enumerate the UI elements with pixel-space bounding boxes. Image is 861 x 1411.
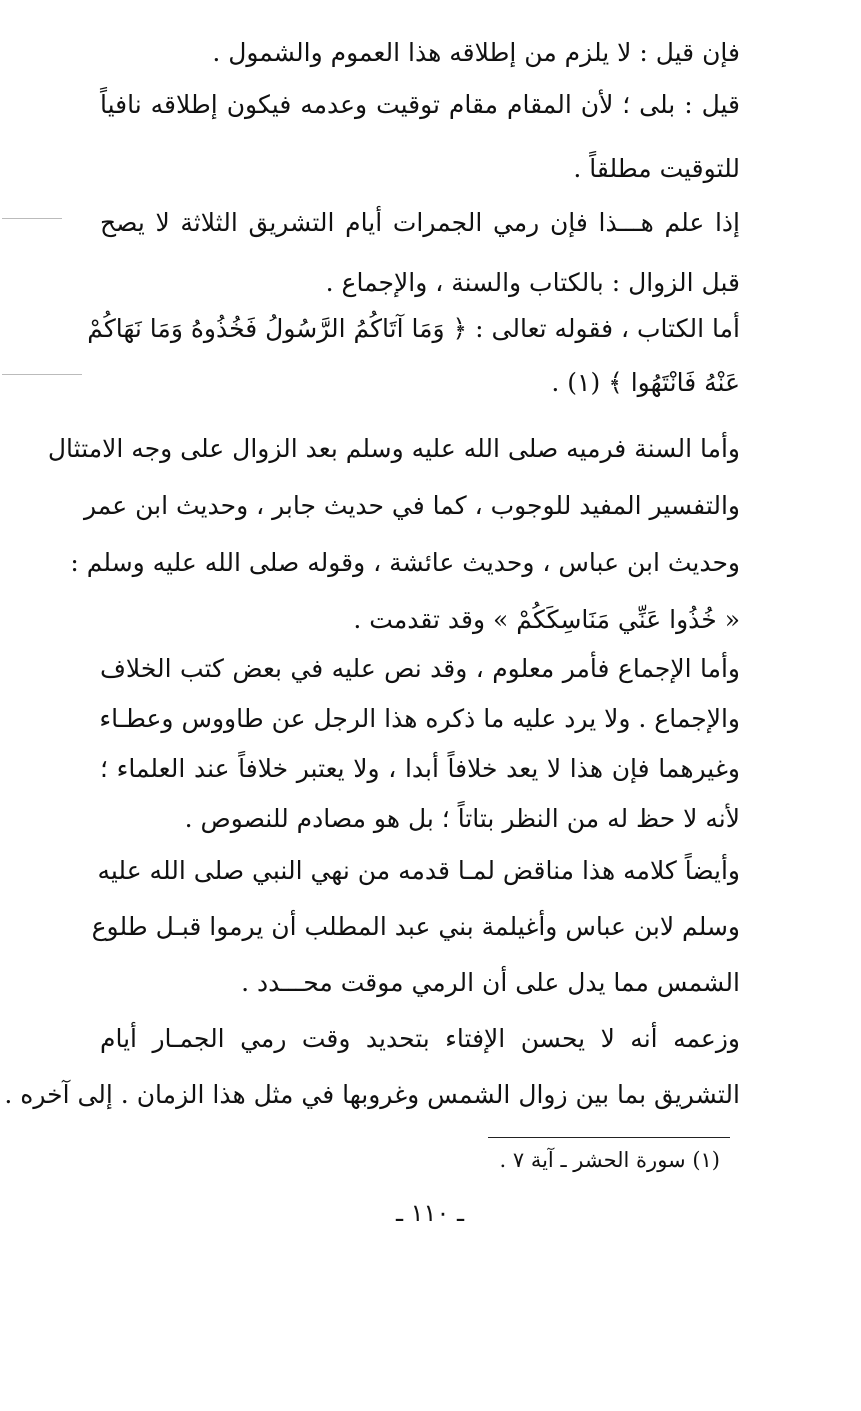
text-line: وزعمه أنه لا يحسن الإفتاء بتحديد وقت رمي الجمـار أيام <box>100 1024 740 1053</box>
text-line: قيل : بلى ؛ لأن المقام مقام توقيت وعدمه فيكون إطلاقه نافياً <box>100 90 740 119</box>
text-line: إذا علم هـــذا فإن رمي الجمرات أيام التشريق الثلاثة لا يصح <box>100 208 740 237</box>
text-line: للتوقيت مطلقاً . <box>573 154 740 183</box>
text-line: لأنه لا حظ له من النظر بتاتاً ؛ بل هو مصادم للنصوص . <box>184 804 740 833</box>
text-line: التشريق بما بين زوال الشمس وغروبها في مثل هذا الزمان . إلى آخره . <box>4 1080 740 1109</box>
paragraph-6 <box>100 654 740 834</box>
text-line: وغيرهما فإن هذا لا يعد خلافاً أبدا ، ولا يعتبر خلافاً عند العلماء ؛ <box>100 754 740 783</box>
paragraph-4 <box>87 314 740 398</box>
text-line: وأما الإجماع فأمر معلوم ، وقد نص عليه في بعض كتب الخلاف <box>100 654 740 683</box>
paragraph-2 <box>100 90 740 184</box>
text-line: الشمس مما يدل على أن الرمي موقت محـــدد . <box>241 968 740 997</box>
page-number: ـ ١١٠ ـ <box>395 1199 464 1227</box>
text-line: وسلم لابن عباس وأغيلمة بني عبد المطلب أن يرموا قبـل طلوع <box>91 912 740 941</box>
text-line: فإن قيل : لا يلزم من إطلاقه هذا العموم والشمول . <box>212 38 740 67</box>
paragraph-8 <box>4 1024 740 1110</box>
footnote-separator <box>488 1137 730 1138</box>
scan-artifact <box>2 374 82 375</box>
text-line: والإجماع . ولا يرد عليه ما ذكره هذا الرجل عن طاووس وعطـاء <box>99 704 740 733</box>
footnote: (١) سورة الحشر ـ آية ٧ . <box>499 1148 720 1172</box>
text-line: وأما السنة فرميه صلى الله عليه وسلم بعد الزوال على وجه الامتثال <box>47 434 740 463</box>
quran-verse-line: أما الكتاب ، فقوله تعالى : ﴿ وَمَا آتَاكُمُ الرَّسُولُ فَخُذُوهُ وَمَا نَهَاكُمْ <box>87 314 740 343</box>
paragraph-3 <box>100 208 740 298</box>
quran-verse-line: عَنْهُ فَانْتَهُوا ﴾ (١) . <box>551 368 740 397</box>
text-line: وحديث ابن عباس ، وحديث عائشة ، وقوله صلى الله عليه وسلم : <box>70 548 740 577</box>
text-line: والتفسير المفيد للوجوب ، كما في حديث جابر ، وحديث ابن عمر <box>84 491 740 520</box>
text-line: وأيضاً كلامه هذا مناقض لمـا قدمه من نهي النبي صلى الله عليه <box>97 856 740 885</box>
paragraph-5 <box>47 434 740 635</box>
paragraph-7 <box>91 856 740 998</box>
text-line: قبل الزوال : بالكتاب والسنة ، والإجماع . <box>325 268 740 297</box>
scan-artifact <box>2 218 62 219</box>
hadith-line: « خُذُوا عَنِّي مَنَاسِكَكُمْ » وقد تقدمت . <box>353 605 740 634</box>
paragraph-1 <box>100 38 740 68</box>
